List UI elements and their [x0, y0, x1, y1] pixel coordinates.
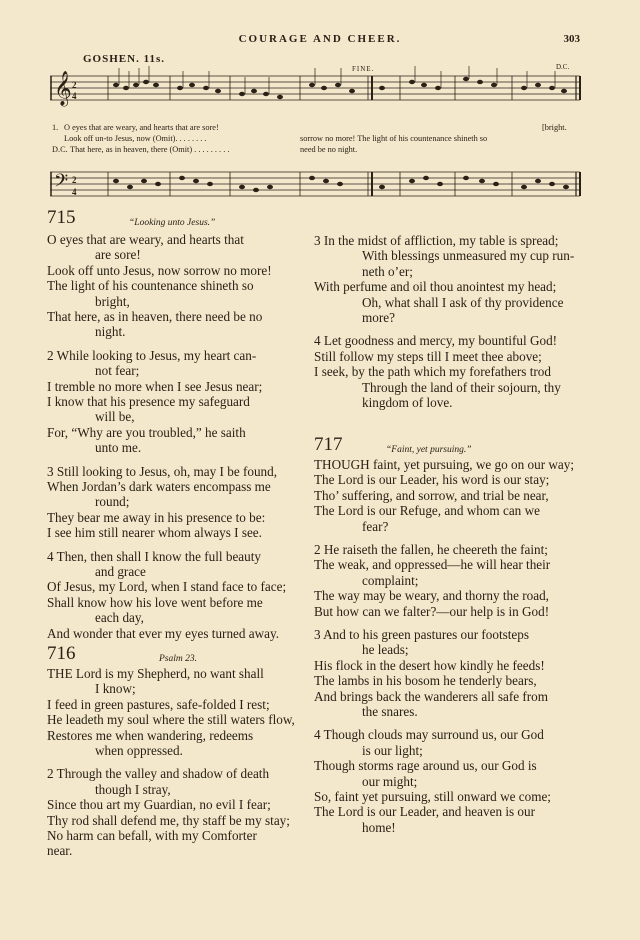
hymn-line: The Lord is our Leader, and heaven is our	[314, 804, 536, 820]
hymn-line: For, “Why are you troubled,” he saith	[47, 424, 246, 440]
hymn-line: 2 Through the valley and shadow of death	[47, 766, 270, 782]
treble-staff	[50, 66, 582, 114]
svg-text:4: 4	[72, 187, 77, 197]
lyric-line: O eyes that are weary, and hearts that are sore!	[64, 123, 219, 132]
hymn-line: round;	[95, 494, 130, 510]
hymn-line: O eyes that are weary, and hearts that	[47, 232, 244, 247]
hymn-line: 4 Then, then shall I know the full beauty	[47, 548, 262, 564]
hymn-line: is our light;	[362, 742, 423, 758]
right-column	[314, 233, 579, 883]
dc-label: D.C.	[52, 145, 68, 154]
lyric-line: need be no night.	[300, 145, 358, 154]
hymn-line: Look off unto Jesus, now sorrow no more!	[47, 262, 272, 278]
hymn-line: 3 And to his green pastures our footsteps	[314, 627, 529, 642]
bass-staff	[50, 158, 582, 208]
hymn-line: He leadeth my soul where the still waters flow,	[47, 712, 295, 728]
hymn-line: Since thou art my Guardian, no evil I fear;	[47, 797, 271, 813]
hymn-line: THE Lord is my Shepherd, no want shall	[47, 666, 264, 681]
hymn-number-717: 717	[314, 434, 343, 455]
hymn-line: The Lord is our Refuge, and whom can we	[314, 503, 540, 519]
hymn-line: not fear;	[95, 363, 140, 379]
hymn-line: And wonder that ever my eyes turned away.	[47, 625, 280, 641]
hymn-line: His flock in the desert how kindly he feeds!	[314, 657, 545, 673]
hymn-attribution-715: “Looking unto Jesus.”	[129, 218, 216, 228]
hymn-line: I feed in green pastures, safe-folded I rest;	[47, 696, 270, 712]
hymn-line: complaint;	[362, 572, 419, 588]
page-number: 303	[563, 33, 580, 45]
hymn-line: though I stray,	[95, 781, 171, 797]
hymn-line: Still follow my steps till I meet thee above;	[314, 348, 542, 364]
hymn-line: I tremble no more when I see Jesus near;	[47, 378, 263, 394]
dc-marking: D.C.	[556, 63, 570, 71]
hymn-line: I know that his presence my safeguard	[47, 394, 250, 409]
hymn-line: bright,	[95, 293, 130, 309]
svg-text:4: 4	[72, 91, 77, 101]
hymn-line: That here, as in heaven, there need be no	[47, 309, 263, 324]
lyric-line: [bright.	[542, 123, 567, 132]
hymn-line: I know;	[95, 681, 136, 697]
hymn-line: They bear me away in his presence to be:	[47, 509, 266, 525]
svg-text:2: 2	[72, 175, 77, 185]
hymn-line: When Jordan’s dark waters encompass me	[47, 479, 271, 494]
hymn-line: Thy rod shall defend me, thy staff be my stay;	[47, 812, 290, 828]
lyric-line: That here, as in heaven, there (Omit) . . . . . . . . .	[70, 145, 230, 154]
hymn-line: The light of his countenance shineth so	[47, 278, 254, 294]
hymn-line: night.	[95, 324, 126, 340]
hymn-line: Shall know how his love went before me	[47, 594, 263, 610]
hymn-line: I see him still nearer whom always I see.	[47, 525, 262, 541]
section-title: COURAGE AND CHEER.	[238, 33, 402, 45]
hymn-line: 2 He raiseth the fallen, he cheereth the faint;	[314, 542, 548, 557]
hymn-line: 3 Still looking to Jesus, oh, may I be found,	[47, 463, 278, 479]
hymn-line: near.	[47, 843, 73, 859]
hymn-line: THOUGH faint, yet pursuing, we go on our way;	[314, 457, 575, 472]
hymn-line: 3 In the midst of affliction, my table is spread;	[314, 233, 559, 248]
hymn-line: The Lord is our Leader, his word is our stay;	[314, 472, 550, 488]
hymn-line: kingdom of love.	[362, 395, 453, 410]
verse-number: 1.	[52, 123, 59, 132]
fine-marking: FINE.	[352, 65, 375, 73]
hymn-line: more?	[362, 310, 395, 325]
hymn-number-716: 716	[47, 643, 76, 664]
hymn-number-715: 715	[47, 207, 76, 228]
hymn-line: home!	[362, 819, 396, 835]
hymn-line: The weak, and oppressed—he will hear their	[314, 557, 551, 573]
hymn-line: Oh, what shall I ask of thy providence	[362, 294, 564, 310]
hymn-attribution-716: Psalm 23.	[159, 654, 197, 664]
hymn-line: unto me.	[95, 440, 142, 456]
hymn-line: are sore!	[95, 247, 141, 263]
hymn-line: Though storms rage around us, our God is	[314, 758, 537, 774]
hymn-line: Restores me when wandering, redeems	[47, 727, 254, 743]
hymn-line: Of Jesus, my Lord, when I stand face to face;	[47, 579, 287, 595]
lyric-line: Look off un-to Jesus, now (Omit). . . . . . . .	[64, 134, 207, 143]
hymn-line: each day,	[95, 610, 144, 626]
hymn-line: And brings back the wanderers all safe from	[314, 688, 548, 704]
svg-text:2: 2	[72, 80, 77, 90]
hymn-line: But how can we falter?—our help is in God!	[314, 603, 550, 619]
left-column	[47, 207, 309, 860]
hymn-line: With blessings unmeasured my cup run-	[362, 248, 575, 264]
svg-text:𝄞: 𝄞	[54, 71, 72, 106]
hymn-line: he leads;	[362, 642, 409, 658]
lyric-line: sorrow no more! The light of his countenance shineth so	[300, 134, 488, 143]
hymn-line: will be,	[95, 409, 135, 425]
hymn-line: 4 Let goodness and mercy, my bountiful God!	[314, 333, 558, 349]
hymn-line: and grace	[95, 564, 146, 579]
hymn-line: 2 While looking to Jesus, my heart can-	[47, 347, 257, 363]
hymn-line: fear?	[362, 518, 389, 534]
svg-text:𝄢: 𝄢	[54, 171, 69, 196]
hymn-line: So, faint yet pursuing, still onward we come;	[314, 789, 551, 804]
hymn-line: 4 Though clouds may surround us, our God	[314, 727, 544, 743]
hymn-line: I seek, by the path which my forefathers trod	[314, 364, 551, 380]
tune-name: GOSHEN. 11s.	[83, 53, 165, 65]
hymn-line: neth o’er;	[362, 263, 413, 279]
hymn-line: our might;	[362, 773, 418, 789]
hymn-line: when oppressed.	[95, 743, 183, 758]
hymn-attribution-717: “Faint, yet pursuing.”	[386, 445, 472, 455]
hymn-line: No harm can befall, with my Comforter	[47, 828, 257, 843]
hymn-line: the snares.	[362, 704, 418, 719]
hymn-line: With perfume and oil thou anointest my head;	[314, 279, 557, 295]
hymn-line: The way may be weary, and thorny the road,	[314, 588, 549, 604]
staff-lyrics	[52, 122, 582, 152]
page-header	[0, 33, 640, 49]
hymn-line: The lambs in his bosom he tenderly bears,	[314, 673, 537, 689]
hymn-line: Tho’ suffering, and sorrow, and trial be near,	[314, 487, 549, 503]
hymn-line: Through the land of their sojourn, thy	[362, 379, 561, 395]
